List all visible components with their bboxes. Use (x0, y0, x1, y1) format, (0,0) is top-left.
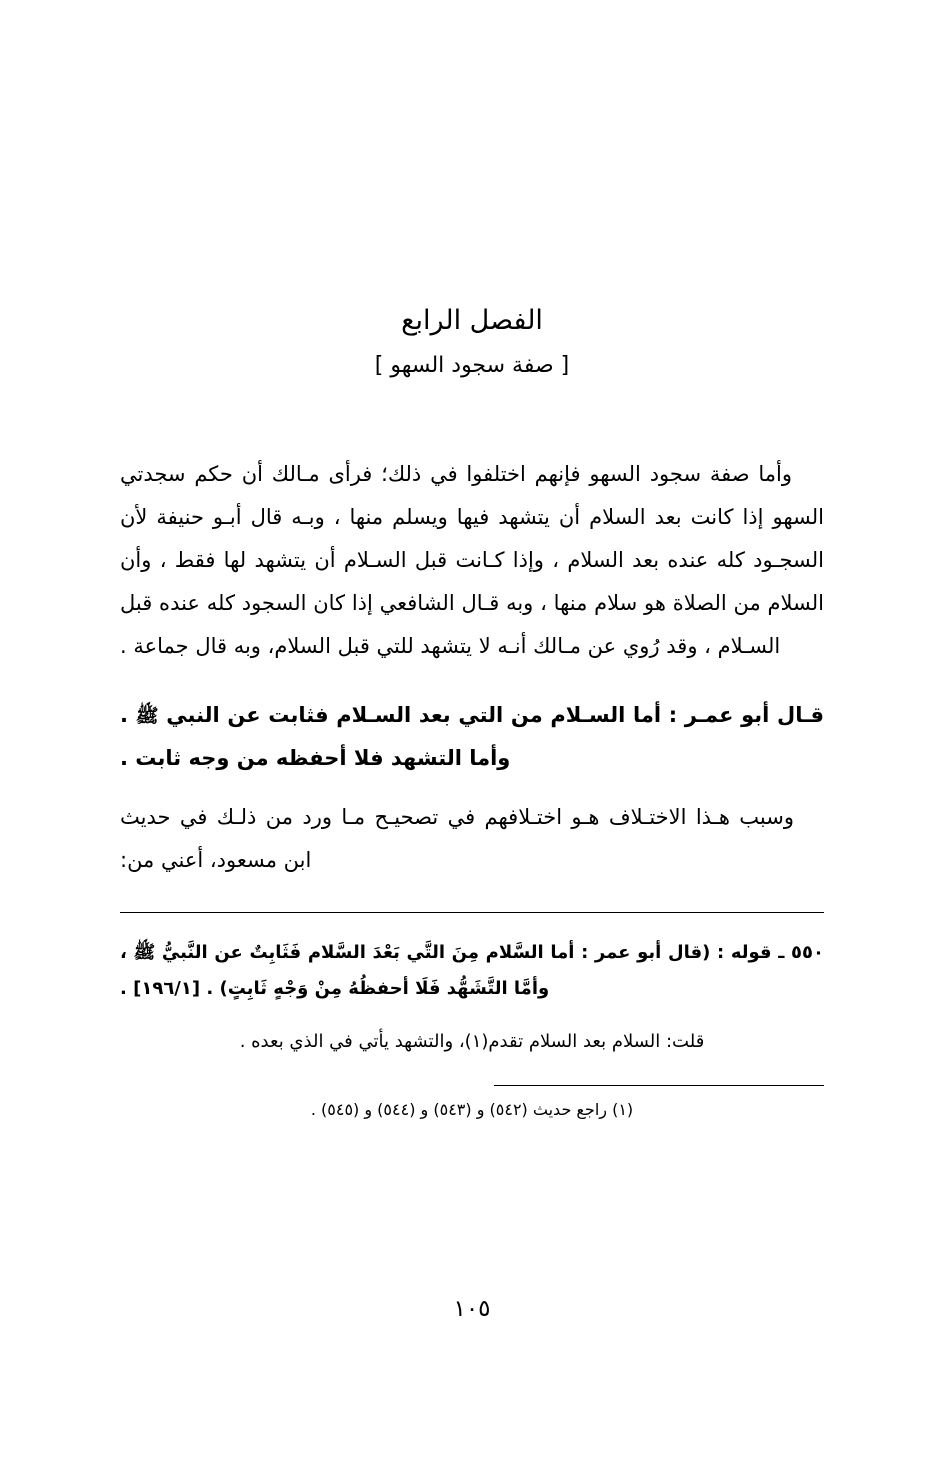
footnote-sub-text: قلت: السلام بعد السلام تقدم(١)، والتشهد يأتي في الذي بعده . (239, 1030, 705, 1052)
footnote-section (120, 935, 824, 1058)
chapter-subtitle: [ صفة سجود السهو ] (374, 352, 570, 378)
chapter-heading (120, 300, 824, 383)
quote-text-part2: . وأما التشهد فلا أحفظه من وجه ثابت . (120, 703, 511, 771)
pbuh-symbol-inline: ﷺ (135, 705, 159, 728)
chapter-title: الفصل الرابع (401, 305, 543, 336)
paragraph-closing: وسبب هـذا الاختـلاف هـو اختـلافهم في تصحيـح مـا ورد من ذلـك في حديث ابن مسعود، أعني من: (120, 805, 794, 873)
footnote-divider (120, 912, 824, 913)
paragraph-quote (120, 694, 824, 780)
footnote-main-text: ٥٥٠ ـ قوله : (قال أبو عمر : أما السَّلام مِنَ التَّي بَعْدَ السَّلام فَثَابِتٌ عن النَّبيُّ ﷺ ، وأمَّا التَّشَهُّد فَلَا أحفظُهُ مِنْ وَجْهٍ ثَابِتٍ) . [١٩٦/١] . (120, 942, 824, 999)
quote-text-part1: قـال أبو عمـر : أما السـلام من التي بعد السـلام فثابت عن النبي (166, 703, 825, 728)
subfootnote-divider (494, 1085, 824, 1086)
page-number: ١٠٥ (453, 1296, 491, 1322)
paragraph-intro: وأما صفة سجود السهو فإنهم اختلفوا في ذلك؛ فرأى مـالك أن حكم سجدتي السهو إذا كانت بعد السلام أن يتشهد فيها ويسلم منها ، وبـه قال أبـو حنيفة لأن السجـود كله عنده بعد السلام ، وإذا كـانت قبل السـلام أن يتشهد لها فقط ، وأن السلام من الصلاة هو سلام منها ، وبه قـال الشافعي إذا كان السجود كله عنده قبل السـلام ، وقد رُوي عن مـالك أنـه لا يتشهد للتي قبل السلام، وبه قال جماعة . (120, 462, 824, 659)
footnote-reference-text: (١) راجع حديث (٥٤٢) و (٥٤٣) و (٥٤٤) و (٥٤٥) . (310, 1099, 634, 1119)
